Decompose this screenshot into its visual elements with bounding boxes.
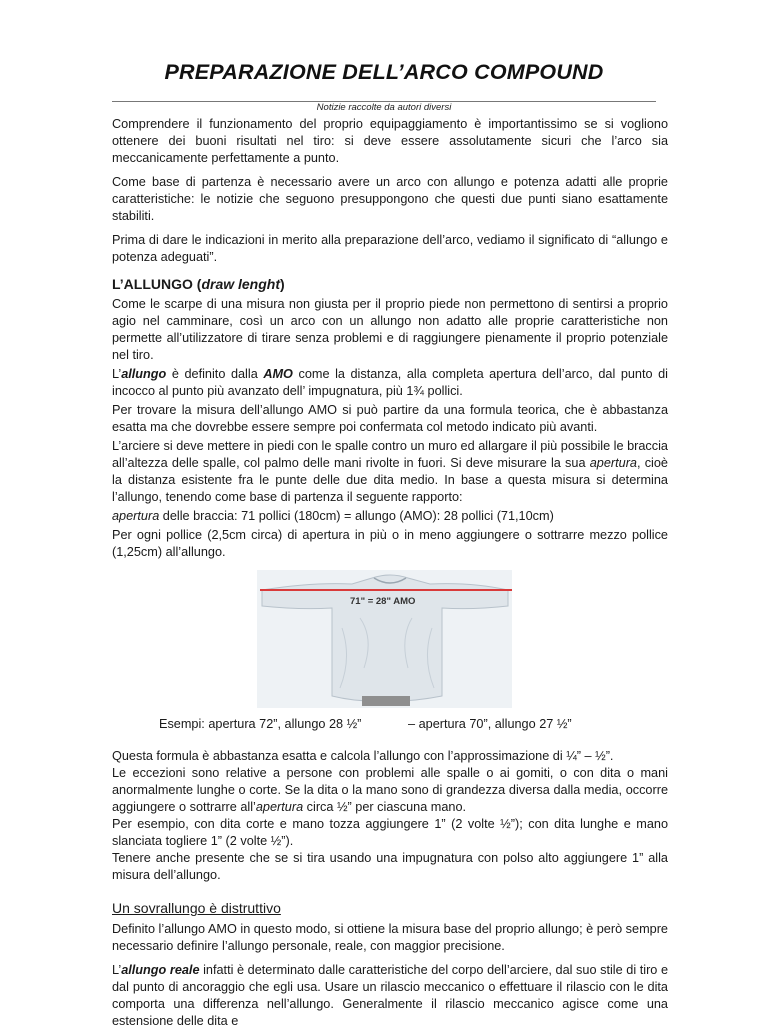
intro-paragraph: Come base di partenza è necessario avere un arco con allungo e potenza adatti alle proprie caratteristiche: le notizie che seguono presuppongono che questi due punti siano esattamente stabiliti. <box>112 175 668 223</box>
trousers <box>362 696 410 706</box>
example-left: Esempi: apertura 72”, allungo 28 ½” <box>159 717 362 731</box>
document-title: PREPARAZIONE DELL’ARCO COMPOUND <box>164 60 604 84</box>
section-heading-sovrallungo: Un sovrallungo è distruttivo <box>112 900 281 916</box>
figure-label: 71" = 28" AMO <box>350 596 416 607</box>
paragraph-approssimazione: Questa formula è abbastanza esatta e calcola l’allungo con l’approssimazione di ¼” – ½”. <box>112 749 614 763</box>
paragraph-apertura: L’arciere si deve mettere in piedi con le spalle contro un muro ed allargare il più possibile le braccia all’altezza delle spalle, col palmo delle mani rivolte in fuori. Si deve misurare la sua apertura, cioè la distanza esistente fra le punte delle due dita medio. In base a questa misura si determina l’allungo, tenendo come base di partenza il seguente rapporto: <box>112 439 668 504</box>
paragraph-rapporto: apertura delle braccia: 71 pollici (180cm) = allungo (AMO): 28 pollici (71,10cm) <box>112 509 554 523</box>
example-right: – apertura 70”, allungo 27 ½” <box>408 717 572 731</box>
paragraph-allungo-amo: Definito l’allungo AMO in questo modo, si ottiene la misura base del proprio allungo; è però sempre necessario definire l’allungo personale, reale, con maggior precisione. <box>112 922 668 953</box>
document-body <box>112 116 668 1030</box>
paragraph-scarpe: Come le scarpe di una misura non giusta per il proprio piede non permettono di sentirsi a proprio agio nel camminare, così un arco con un allungo non adatto alle proprie caratteristiche non permette all’utilizzatore di tirare senza problemi e di raggiungere pienamente il proprio potenziale nel tiro. <box>112 297 668 362</box>
paragraph-eccezioni: Le eccezioni sono relative a persone con problemi alle spalle o ai gomiti, o con dita o mani anormalmente lunghe o corte. Se la dita o la mano sono di grandezza diversa dalla media, occorre aggiungere o sottrarre all’apertura circa ½” per ciascuna mano. <box>112 766 668 814</box>
sweater-illustration <box>112 568 668 708</box>
document-subtitle: Notizie raccolte da autori diversi <box>316 102 452 113</box>
intro-paragraph: Comprendere il funzionamento del proprio equipaggiamento è importantissimo se si vogliono ottenere dei buoni risultati nel tiro: si deve essere assolutamente sicuri che l’arco sia meccanicamente perfettamente a punto. <box>112 117 668 165</box>
paragraph-impugnatura: Tenere anche presente che se si tira usando una impugnatura con polso alto aggiungere 1” alla misura dell’allungo. <box>112 851 668 882</box>
paragraph-esempio: Per esempio, con dita corte e mano tozza aggiungere 1” (2 volte ½”); con dita lunghe e mano slanciata togliere 1” (2 volte ½”). <box>112 817 668 848</box>
arm-span-figure <box>112 568 668 708</box>
paragraph-pollice: Per ogni pollice (2,5cm circa) di apertura in più o in meno aggiungere o sottrarre mezzo pollice (1,25cm) all’allungo. <box>112 528 668 559</box>
paragraph-allungo-reale: L’allungo reale infatti è determinato dalle caratteristiche del corpo dell’arciere, dal suo stile di tiro e dal punto di ancoraggio che egli usa. Usare un rilascio meccanico o effettuare il rilascio con le dita comporta una differenza nell’allungo. Generalmente il rilascio meccanico agisce come una estensione delle dita e <box>112 963 668 1028</box>
examples-line <box>112 716 668 736</box>
paragraph-formula: Per trovare la misura dell’allungo AMO si può partire da una formula teorica, che è abbastanza esatta ma che dovrebbe essere sempre poi confermata col metodo indicato più avanti. <box>112 403 668 434</box>
paragraph-definizione: L’allungo è definito dalla AMO come la distanza, alla completa apertura dell’arco, dal punto di incocco al punto più avanzato dell’ impugnatura, più 1¾ pollici. <box>112 367 669 398</box>
section-heading-allungo: L’ALLUNGO (draw lenght) <box>112 276 285 292</box>
intro-paragraph: Prima di dare le indicazioni in merito alla preparazione dell’arco, vediamo il significato di “allungo e potenza adeguati”. <box>112 233 668 264</box>
